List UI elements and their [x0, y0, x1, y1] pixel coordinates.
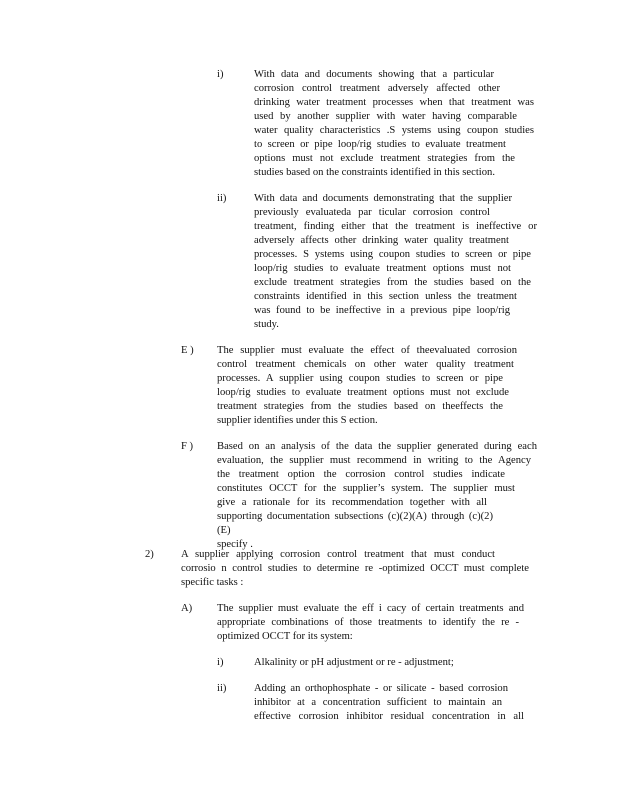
text-line: loop/rig studies to evaluate treatment options must not [254, 263, 511, 274]
text-line: processes. S ystems using coupon studies to screen or pipe [254, 249, 531, 260]
item-text [217, 344, 517, 428]
text-line: Adding an orthophosphate - or silicate - based corrosion [254, 683, 508, 694]
text-line: used by another supplier with water having comparable [254, 111, 517, 122]
text-line: A supplier applying corrosion control treatment that must conduct [181, 549, 495, 560]
item-marker: i) [217, 657, 224, 668]
text-line: treatment strategies from the studies based on theeffects the [217, 401, 503, 412]
item-text [254, 68, 534, 180]
text-line: the treatment option the corrosion control studies indicate [217, 469, 505, 480]
text-line: constraints identified in this section unless the treatment [254, 291, 517, 302]
text-line: corrosio n control studies to determine re -optimized OCCT must complete [181, 563, 529, 574]
text-line: to screen or pipe loop/rig studies to evaluate treatment [254, 139, 506, 150]
text-line: supplier identifies under this S ection. [217, 415, 378, 426]
item-text [181, 548, 533, 590]
text-line: options must not exclude treatment strategies from the [254, 153, 515, 164]
text-line: specify . [217, 539, 253, 550]
text-line: constitutes OCCT for the supplier’s system. The supplier must [217, 483, 515, 494]
text-line: processes. A supplier using coupon studies to screen or pipe [217, 373, 503, 384]
text-line: optimized OCCT for its system: [217, 631, 353, 642]
text-line: effective corrosion inhibitor residual concentration in all [254, 711, 524, 722]
text-line: supporting documentation subsections (c)(2)(A) through (c)(2)(E) [217, 511, 493, 536]
text-line: give a rationale for its recommendation together with all [217, 497, 487, 508]
text-line: water quality characteristics .S ystems using coupon studies [254, 125, 534, 136]
item-marker: A) [181, 603, 193, 614]
item-text [254, 192, 537, 332]
text-line: exclude treatment strategies from the studies based on the [254, 277, 531, 288]
item-marker: ii) [217, 193, 227, 204]
text-line: study. [254, 319, 279, 330]
item-marker: ii) [217, 683, 227, 694]
text-line: The supplier must evaluate the eff i cacy of certain treatments and [217, 603, 524, 614]
text-line: With data and documents demonstrating that the supplier [254, 193, 512, 204]
item-marker: E ) [181, 345, 194, 356]
text-line: Based on an analysis of the data the supplier generated during each [217, 441, 537, 452]
text-line: appropriate combinations of those treatments to identify the re - [217, 617, 519, 628]
text-line: The supplier must evaluate the effect of theevaluated corrosion [217, 345, 517, 356]
text-line: inhibitor at a concentration sufficient to maintain an [254, 697, 502, 708]
item-marker: F ) [181, 441, 194, 452]
text-line: loop/rig studies to evaluate treatment options must not exclude [217, 387, 509, 398]
text-line: drinking water treatment processes when that treatment was [254, 97, 534, 108]
text-line: evaluation, the supplier must recommend in writing to the Agency [217, 455, 531, 466]
text-line: treatment, finding either that the treatment is ineffective or [254, 221, 537, 232]
text-line: studies based on the constraints identified in this section. [254, 167, 495, 178]
text-line: previously evaluateda par ticular corrosion control [254, 207, 490, 218]
text-line: specific tasks : [181, 577, 244, 588]
item-text [254, 656, 514, 670]
item-marker: i) [217, 69, 224, 80]
text-line: corrosion control treatment adversely affected other [254, 83, 500, 94]
text-line: Alkalinity or pH adjustment or re - adjustment; [254, 657, 454, 668]
item-marker: 2) [145, 549, 154, 560]
text-line: With data and documents showing that a particular [254, 69, 494, 80]
item-text [217, 440, 537, 552]
text-line: was found to be ineffective in a previous pipe loop/rig [254, 305, 510, 316]
text-line: control treatment chemicals on other water quality treatment [217, 359, 514, 370]
item-text [217, 602, 527, 644]
item-text [254, 682, 526, 724]
text-line: adversely affects other drinking water quality treatment [254, 235, 509, 246]
